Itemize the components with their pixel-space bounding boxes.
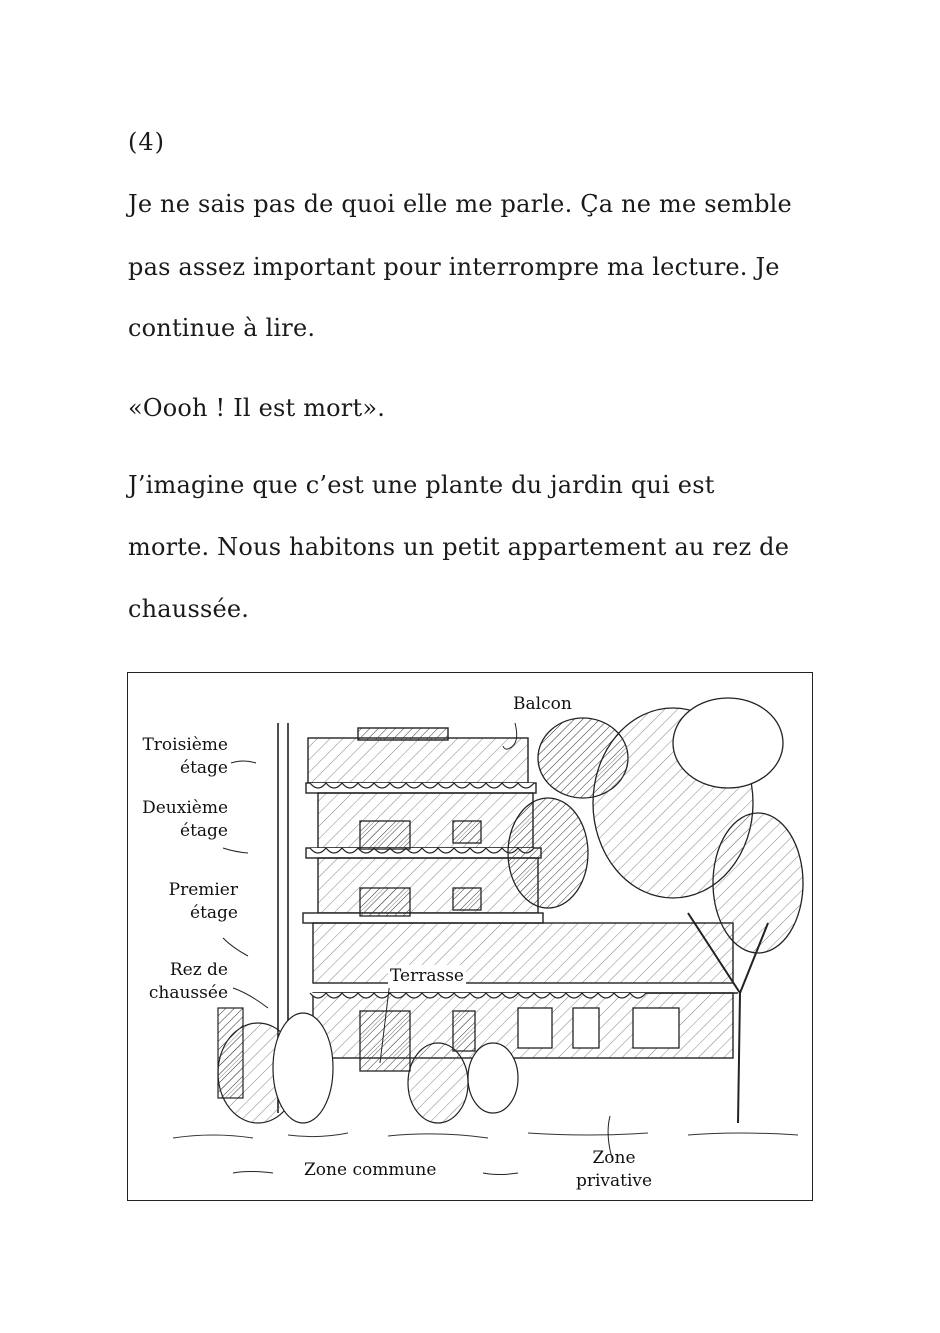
label-deuxieme-line-2: étage xyxy=(180,821,228,841)
ground xyxy=(173,1133,798,1138)
label-zone-privative-line-2: privative xyxy=(575,1171,653,1191)
text-line-7: chaussée. xyxy=(128,595,250,623)
label-rez-line-1: Rez de xyxy=(169,960,228,980)
label-troisieme-line-1: Troisième xyxy=(142,735,228,755)
trees xyxy=(508,698,803,1123)
text-line-5: J’imagine que c’est une plante du jardin qui est xyxy=(128,471,715,499)
building-illustration xyxy=(127,672,813,1201)
label-rez-de-chaussee xyxy=(130,959,228,1005)
label-premier-line-1: Premier xyxy=(168,880,238,900)
label-deuxieme-etage xyxy=(130,797,228,843)
text-line-4: «Oooh ! Il est mort». xyxy=(128,394,386,422)
text-line-6: morte. Nous habitons un petit appartement au rez de xyxy=(128,533,790,561)
label-deuxieme-line-1: Deuxième xyxy=(142,798,228,818)
label-zone-privative xyxy=(564,1147,664,1193)
label-premier-etage xyxy=(130,879,238,925)
label-terrasse: Terrasse xyxy=(390,966,464,986)
label-premier-line-2: étage xyxy=(190,903,238,923)
text-line-3: continue à lire. xyxy=(128,314,316,342)
label-zone-commune: Zone commune xyxy=(304,1160,437,1180)
label-troisieme-etage xyxy=(130,734,228,780)
building-sketch xyxy=(128,673,813,1201)
label-troisieme-line-2: étage xyxy=(180,758,228,778)
label-balcon: Balcon xyxy=(513,694,572,714)
page-number: (4) xyxy=(128,128,165,156)
text-line-2: pas assez important pour interrompre ma lecture. Je xyxy=(128,253,780,281)
label-zone-privative-line-1: Zone xyxy=(592,1148,636,1168)
label-rez-line-2: chaussée xyxy=(148,983,228,1003)
text-line-1: Je ne sais pas de quoi elle me parle. Ça ne me semble xyxy=(128,190,792,218)
